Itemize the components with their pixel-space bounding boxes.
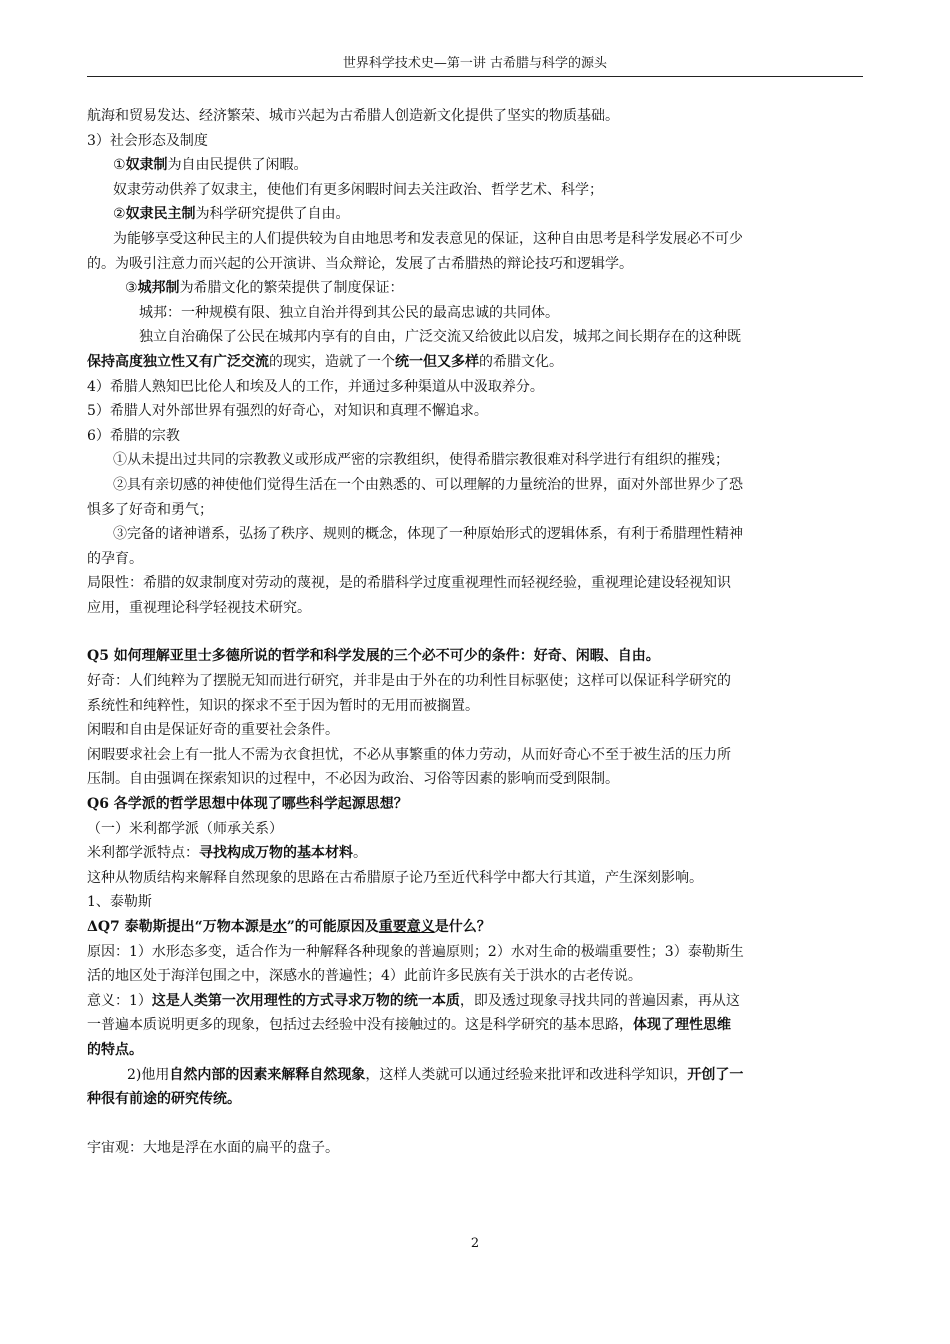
keyword-bold: 城邦制 [137, 280, 180, 297]
keyword-bold: 开创了一 [687, 1066, 744, 1083]
blank-line [87, 620, 865, 644]
paragraph-line: 闲暇和自由是保证好奇的重要社会条件。 [87, 722, 339, 739]
keyword-bold: 奴隶制 [125, 157, 168, 174]
keyword-bold: 奴隶民主制 [125, 206, 196, 223]
question-heading: ΔQ7 泰勒斯提出“万物本源是水”的可能原因及重要意义是什么？ [87, 919, 491, 935]
paragraph-line: 为能够享受这种民主的人们提供较为自由地思考和发表意见的保证，这种自由思考是科学发展必不可少 [113, 230, 743, 247]
paragraph-line: 宇宙观：大地是浮在水面的扁平的盘子。 [87, 1139, 339, 1156]
paragraph-line: 应用，重视理论科学轻视技术研究。 [87, 599, 311, 616]
paragraph-line: 航海和贸易发达、经济繁荣、城市兴起为古希腊人创造新文化提供了坚实的物质基础。 [87, 108, 619, 124]
paragraph-line: ①奴隶制为自由民提供了闲暇。 [113, 157, 308, 174]
paragraph-line: 原因：1）水形态多变，适合作为一种解释各种现象的普遍原则；2）水对生命的极端重要性；3）泰勒斯生 [87, 943, 744, 960]
paragraph-line: 2)他用自然内部的因素来解释自然现象，这样人类就可以通过经验来批评和改进科学知识，开创了一 [127, 1066, 744, 1083]
paragraph-line: 奴隶劳动供养了奴隶主，使他们有更多闲暇时间去关注政治、哲学艺术、科学； [113, 181, 603, 198]
paragraph-line: 独立自治确保了公民在城邦内享有的自由，广泛交流又给彼此以启发，城邦之间长期存在的这种既 [139, 329, 741, 346]
page-number: 2 [470, 1236, 480, 1251]
section-heading: （一）米利都学派（师承关系） [87, 820, 283, 837]
section-heading: 6）希腊的宗教 [87, 427, 180, 444]
paragraph-line: 系统性和纯粹性，知识的探求不至于因为暂时的无用而被搁置。 [87, 697, 479, 714]
keyword-bold: 这是人类第一次用理性的方式寻求万物的统一本质 [151, 992, 460, 1009]
keyword-bold: 自然内部的因素来解释自然现象 [169, 1066, 366, 1083]
paragraph-line: ②奴隶民主制为科学研究提供了自由。 [113, 206, 350, 223]
paragraph-line: ②具有亲切感的神使他们觉得生活在一个由熟悉的、可以理解的力量统治的世界，面对外部世界少了恐 [113, 476, 743, 493]
paragraph-line: ③完备的诸神谱系，弘扬了秩序、规则的概念，体现了一种原始形式的逻辑体系，有利于希腊理性精神 [113, 526, 743, 543]
paragraph-line: 米利都学派特点：寻找构成万物的基本材料。 [87, 845, 367, 862]
paragraph-line: ①从未提出过共同的宗教教义或形成严密的宗教组织，使得希腊宗教很难对科学进行有组织的摧残； [113, 452, 729, 469]
keyword-underlined: 水 [272, 919, 287, 935]
paragraph-line: 这种从物质结构来解释自然现象的思路在古希腊原子论乃至近代科学中都大行其道，产生深刻影响。 [87, 869, 703, 886]
section-heading: 3）社会形态及制度 [87, 132, 208, 149]
paragraph-line: 城邦：一种规模有限、独立自治并得到其公民的最高忠诚的共同体。 [139, 304, 559, 321]
keyword-bold: 体现了理性思维 [633, 1017, 731, 1034]
keyword-bold: 保持高度独立性又有广泛交流 [87, 353, 269, 370]
paragraph-line: 的。为吸引注意力而兴起的公开演讲、当众辩论，发展了古希腊热的辩论技巧和逻辑学。 [87, 255, 633, 272]
paragraph-line: 保持高度独立性又有广泛交流的现实，造就了一个统一但又多样的希腊文化。 [87, 353, 563, 370]
paragraph-line: 种很有前途的研究传统。 [87, 1091, 241, 1108]
blank-line [87, 1112, 865, 1136]
question-heading: Q5 如何理解亚里士多德所说的哲学和科学发展的三个必不可少的条件：好奇、闲暇、自由。 [87, 648, 660, 665]
section-heading: 1、泰勒斯 [87, 894, 152, 911]
section-heading: 4）希腊人熟知巴比伦人和埃及人的工作，并通过多种渠道从中汲取养分。 [87, 378, 544, 395]
page-body [87, 104, 865, 1160]
section-heading: 5）希腊人对外部世界有强烈的好奇心，对知识和真理不懈追求。 [87, 403, 488, 420]
keyword-underlined: 重要意义 [378, 919, 435, 935]
paragraph-line: 活的地区处于海洋包围之中，深感水的普遍性；4）此前许多民族有关于洪水的古老传说。 [87, 968, 642, 985]
keyword-bold: 统一但又多样 [395, 353, 479, 370]
paragraph-line: 的特点。 [87, 1041, 143, 1058]
paragraph-line: 闲暇要求社会上有一批人不需为衣食担忧，不必从事繁重的体力劳动，从而好奇心不至于被生活的压力所 [87, 746, 731, 763]
paragraph-line: 惧多了好奇和勇气； [87, 501, 213, 518]
question-heading: Q6 各学派的哲学思想中体现了哪些科学起源思想？ [87, 796, 408, 813]
paragraph-line: 一普遍本质说明更多的现象，包括过去经验中没有接触过的。这是科学研究的基本思路，体现了理性思维 [87, 1017, 731, 1034]
running-header: 世界科学技术史—第一讲 古希腊与科学的源头 [342, 56, 608, 71]
paragraph-line: 好奇：人们纯粹为了摆脱无知而进行研究，并非是由于外在的功利性目标驱使；这样可以保证科学研究的 [87, 673, 731, 690]
paragraph-line: 意义：1）这是人类第一次用理性的方式寻求万物的统一本质，即及透过现象寻找共同的普遍因素，再从这 [87, 992, 740, 1009]
keyword-bold: 寻找构成万物的基本材料 [199, 845, 353, 862]
paragraph-line: ③城邦制为希腊文化的繁荣提供了制度保证： [125, 280, 404, 297]
paragraph-line: 压制。自由强调在探索知识的过程中，不必因为政治、习俗等因素的影响而受到限制。 [87, 771, 619, 788]
paragraph-line: 局限性：希腊的奴隶制度对劳动的蔑视，是的希腊科学过度重视理性而轻视经验，重视理论建设轻视知识 [87, 575, 731, 592]
paragraph-line: 的孕育。 [87, 550, 143, 567]
header-rule [87, 76, 863, 77]
